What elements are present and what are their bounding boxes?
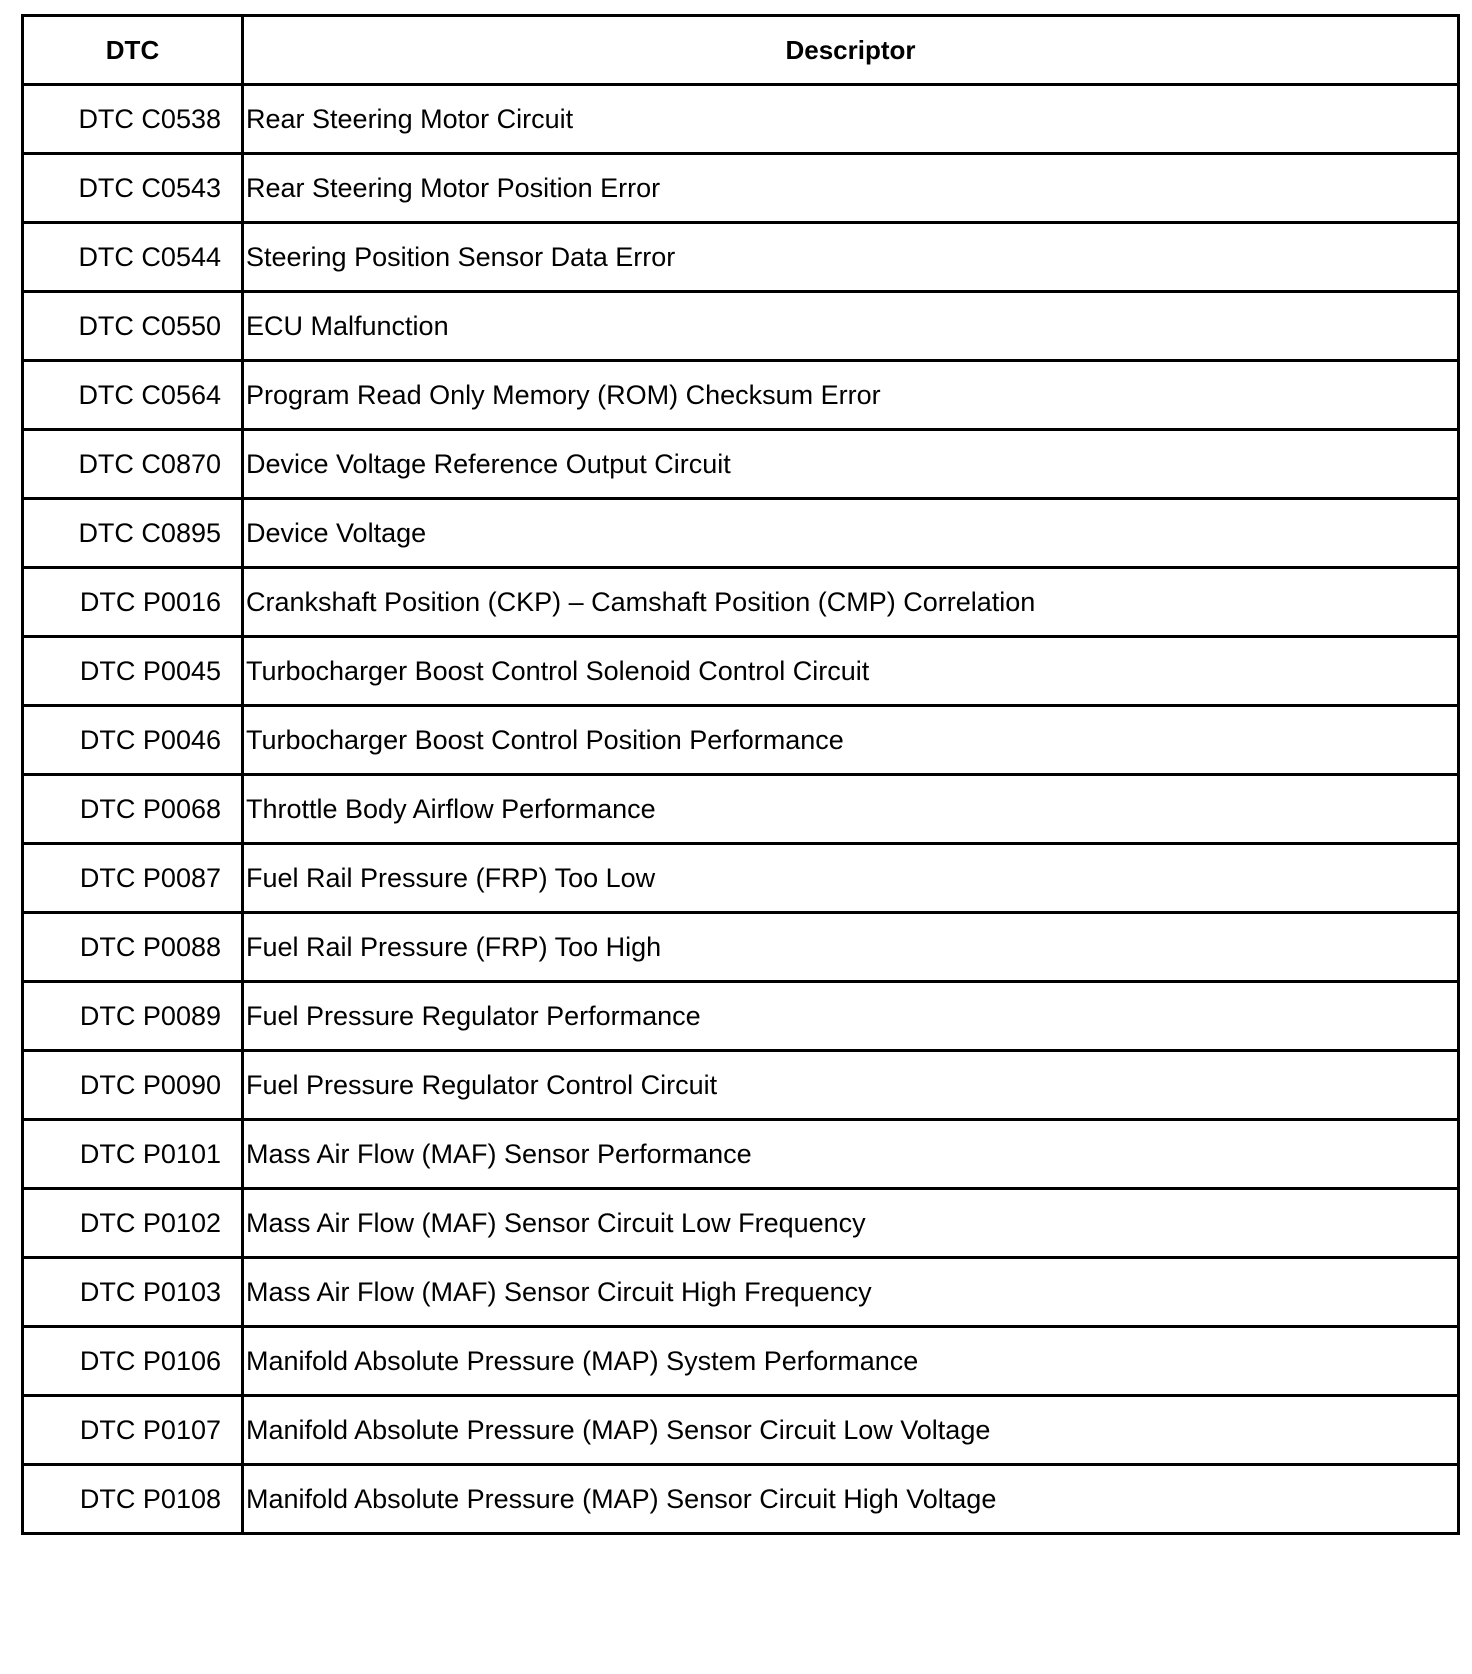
table-row — [23, 1396, 1459, 1465]
table-row — [23, 982, 1459, 1051]
dtc-code-cell: DTC C0550 — [23, 292, 243, 361]
dtc-code-cell: DTC P0046 — [23, 706, 243, 775]
table-row — [23, 844, 1459, 913]
dtc-descriptor-cell: Mass Air Flow (MAF) Sensor Performance — [243, 1120, 1459, 1189]
dtc-code-cell: DTC C0564 — [23, 361, 243, 430]
dtc-code-cell: DTC P0103 — [23, 1258, 243, 1327]
dtc-code-cell: DTC C0543 — [23, 154, 243, 223]
table-row — [23, 1465, 1459, 1534]
dtc-descriptor-cell: Mass Air Flow (MAF) Sensor Circuit Low Frequency — [243, 1189, 1459, 1258]
table-row — [23, 1327, 1459, 1396]
dtc-descriptor-cell: Throttle Body Airflow Performance — [243, 775, 1459, 844]
table-row — [23, 499, 1459, 568]
table-row — [23, 1120, 1459, 1189]
dtc-descriptor-cell: Fuel Pressure Regulator Performance — [243, 982, 1459, 1051]
dtc-code-cell: DTC P0102 — [23, 1189, 243, 1258]
dtc-descriptor-cell: Fuel Rail Pressure (FRP) Too High — [243, 913, 1459, 982]
dtc-descriptor-cell: Rear Steering Motor Position Error — [243, 154, 1459, 223]
dtc-descriptor-cell: ECU Malfunction — [243, 292, 1459, 361]
dtc-code-cell: DTC P0068 — [23, 775, 243, 844]
table-row — [23, 223, 1459, 292]
dtc-code-cell: DTC P0087 — [23, 844, 243, 913]
dtc-descriptor-cell: Program Read Only Memory (ROM) Checksum Error — [243, 361, 1459, 430]
table-row — [23, 154, 1459, 223]
dtc-descriptor-cell: Fuel Pressure Regulator Control Circuit — [243, 1051, 1459, 1120]
dtc-descriptor-cell: Turbocharger Boost Control Position Performance — [243, 706, 1459, 775]
dtc-code-cell: DTC C0538 — [23, 85, 243, 154]
table-row — [23, 361, 1459, 430]
dtc-descriptor-cell: Manifold Absolute Pressure (MAP) Sensor Circuit High Voltage — [243, 1465, 1459, 1534]
dtc-code-cell: DTC C0895 — [23, 499, 243, 568]
dtc-descriptor-cell: Manifold Absolute Pressure (MAP) Sensor Circuit Low Voltage — [243, 1396, 1459, 1465]
dtc-descriptor-cell: Manifold Absolute Pressure (MAP) System Performance — [243, 1327, 1459, 1396]
dtc-code-cell: DTC P0101 — [23, 1120, 243, 1189]
dtc-code-cell: DTC P0107 — [23, 1396, 243, 1465]
table-body — [23, 85, 1459, 1534]
table-row — [23, 913, 1459, 982]
dtc-code-cell: DTC P0106 — [23, 1327, 243, 1396]
header-descriptor: Descriptor — [243, 16, 1459, 85]
table-row — [23, 430, 1459, 499]
dtc-descriptor-cell: Fuel Rail Pressure (FRP) Too Low — [243, 844, 1459, 913]
table-header-row — [23, 16, 1459, 85]
table-row — [23, 1258, 1459, 1327]
dtc-code-cell: DTC P0016 — [23, 568, 243, 637]
dtc-code-cell: DTC C0544 — [23, 223, 243, 292]
dtc-descriptor-cell: Device Voltage Reference Output Circuit — [243, 430, 1459, 499]
table-row — [23, 775, 1459, 844]
dtc-code-cell: DTC P0089 — [23, 982, 243, 1051]
header-dtc: DTC — [23, 16, 243, 85]
dtc-descriptor-cell: Rear Steering Motor Circuit — [243, 85, 1459, 154]
dtc-descriptor-cell: Device Voltage — [243, 499, 1459, 568]
table-row — [23, 85, 1459, 154]
dtc-descriptor-cell: Mass Air Flow (MAF) Sensor Circuit High Frequency — [243, 1258, 1459, 1327]
table-row — [23, 568, 1459, 637]
table-row — [23, 637, 1459, 706]
dtc-descriptor-cell: Crankshaft Position (CKP) – Camshaft Position (CMP) Correlation — [243, 568, 1459, 637]
dtc-code-cell: DTC P0088 — [23, 913, 243, 982]
table-row — [23, 706, 1459, 775]
table-row — [23, 292, 1459, 361]
dtc-code-cell: DTC P0090 — [23, 1051, 243, 1120]
dtc-descriptor-cell: Steering Position Sensor Data Error — [243, 223, 1459, 292]
dtc-code-cell: DTC P0045 — [23, 637, 243, 706]
table-row — [23, 1051, 1459, 1120]
dtc-code-cell: DTC C0870 — [23, 430, 243, 499]
table-row — [23, 1189, 1459, 1258]
dtc-code-cell: DTC P0108 — [23, 1465, 243, 1534]
dtc-descriptor-cell: Turbocharger Boost Control Solenoid Control Circuit — [243, 637, 1459, 706]
dtc-table — [21, 14, 1460, 1535]
